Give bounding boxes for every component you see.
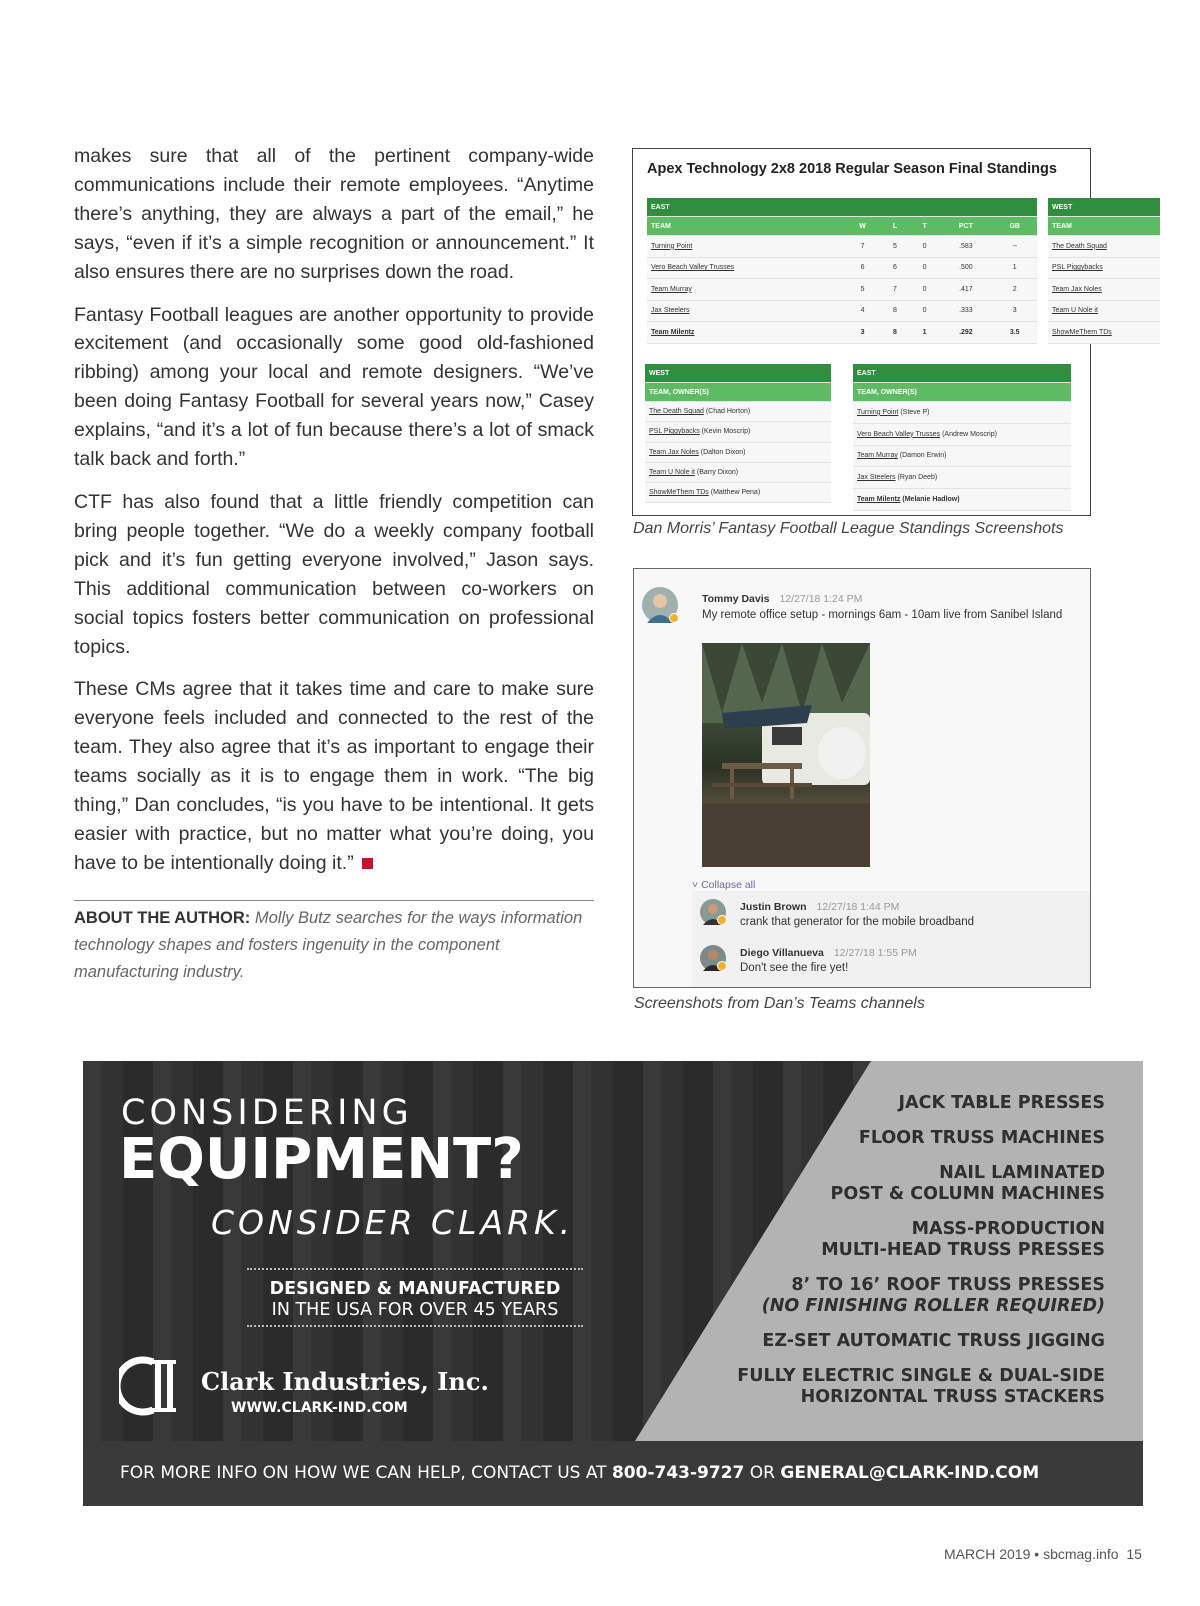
cell: .583 <box>939 236 992 258</box>
message-author <box>702 593 862 605</box>
author-name: Diego Villanueva <box>740 947 824 959</box>
teams-caption: Screenshots from Dan’s Teams channels <box>634 995 925 1012</box>
reply-thread <box>692 891 1091 988</box>
message-author <box>740 901 899 913</box>
cell: 2 <box>992 279 1037 301</box>
author-name: Justin Brown <box>740 901 807 913</box>
team-link[interactable]: The Death Squad <box>649 408 704 416</box>
product-line: (NO FINISHING ROLLER REQUIRED) <box>761 1296 1105 1316</box>
east-label: EAST <box>853 364 1071 383</box>
team-link[interactable]: Jax Steelers <box>857 474 896 482</box>
article-column <box>74 142 594 986</box>
standings-screenshot <box>632 148 1112 516</box>
company-url[interactable]: WWW.CLARK-IND.COM <box>231 1400 408 1416</box>
team-link[interactable]: Team Murray <box>647 279 845 301</box>
divider <box>247 1325 583 1327</box>
table-row <box>853 423 1071 445</box>
cell: 0 <box>910 279 940 301</box>
camper-photo[interactable] <box>702 643 870 867</box>
site-name: sbcmag.info <box>1043 1546 1119 1562</box>
status-dot <box>717 915 727 925</box>
product-item: JACK TABLE PRESSES <box>898 1093 1105 1113</box>
article-paragraph: makes sure that all of the pertinent company-wide communications include their remote employees. “Anytime there’s anything, they are always a part of the email,” he says, “even if it’s a simple recognition or announcement.” It also ensures there are no surprises down the road. <box>74 145 594 283</box>
table-row <box>645 483 831 503</box>
article-paragraph-final <box>74 675 594 877</box>
product-list <box>737 1093 1105 1422</box>
cell: .333 <box>939 300 992 322</box>
message-time: 12/27/18 1:55 PM <box>833 947 917 959</box>
message-time: 12/27/18 1:24 PM <box>779 593 863 605</box>
ad-headline: EQUIPMENT? <box>119 1127 524 1192</box>
article-paragraph: CTF has also found that a little friendly competition can bring people together. “We do a weekly company football pick and it’s fun getting everyone involved,” Jason says. This additional communication between co-workers on social topics fosters better communication on professional topics. <box>74 490 594 658</box>
table-row <box>645 462 831 482</box>
owner-name: (Damon Erwin) <box>899 452 947 460</box>
status-dot <box>717 961 727 971</box>
team-link[interactable]: Team U Nole it <box>1048 300 1160 322</box>
product-line: HORIZONTAL TRUSS STACKERS <box>800 1387 1105 1407</box>
team-link[interactable]: Team Milentz <box>857 496 901 504</box>
owners-header: TEAM, OWNER(S) <box>645 383 831 402</box>
cell: 7 <box>845 236 880 258</box>
table-row <box>647 322 1037 344</box>
team-link[interactable]: Vero Beach Valley Trusses <box>857 430 941 438</box>
end-of-article-mark <box>362 858 373 869</box>
company-name: Clark Industries, Inc. <box>201 1367 489 1396</box>
avatar <box>700 945 726 971</box>
separator: • <box>1034 1546 1040 1562</box>
west-standings-table <box>1048 198 1160 344</box>
table-row <box>853 467 1071 489</box>
cell: 0 <box>910 257 940 279</box>
product-item <box>737 1219 1105 1261</box>
team-link[interactable]: Jax Steelers <box>647 300 845 322</box>
cell: 5 <box>845 279 880 301</box>
col-w: W <box>845 217 880 236</box>
message-text: Don't see the fire yet! <box>740 962 849 974</box>
product-line: MASS-PRODUCTION <box>911 1219 1105 1239</box>
standings-title: Apex Technology 2x8 2018 Regular Season Final Standings <box>647 161 1057 177</box>
contact-email[interactable]: GENERAL@CLARK-IND.COM <box>780 1463 1040 1483</box>
east-label: EAST <box>647 198 1037 217</box>
avatar <box>642 587 678 623</box>
article-paragraph-text: These CMs agree that it takes time and care to make sure everyone feels included and connected to the rest of the team. They also agree that it’s as important to engage their teams socially as it is to engage them in work. “The big thing,” Dan concludes, “is you have to be intentional. It gets easier with practice, but no matter what you’re doing, you have to be intentionally doing it.” <box>74 678 594 874</box>
owner-name: (Steve P) <box>900 408 930 416</box>
message-text: My remote office setup - mornings 6am - 10am live from Sanibel Island <box>702 609 1063 621</box>
cell: 3.5 <box>992 322 1037 344</box>
cell: 4 <box>845 300 880 322</box>
cell: 0 <box>910 300 940 322</box>
table-row <box>645 422 831 442</box>
team-link[interactable]: Turning Point <box>647 236 845 258</box>
author-label: ABOUT THE AUTHOR: <box>74 908 251 927</box>
table-row <box>645 442 831 462</box>
owners-header: TEAM, OWNER(S) <box>853 383 1071 402</box>
teams-screenshot <box>633 568 1091 988</box>
ad-designed-line: DESIGNED & MANUFACTURED <box>269 1279 561 1299</box>
ad-usa-line: IN THE USA FOR OVER 45 YEARS <box>271 1300 559 1320</box>
product-line: POST & COLUMN MACHINES <box>830 1184 1105 1204</box>
author-name: Tommy Davis <box>702 593 770 605</box>
cell: 6 <box>880 257 910 279</box>
west-label: WEST <box>645 364 831 383</box>
standings-caption: Dan Morris’ Fantasy Football League Standings Screenshots <box>633 520 1064 537</box>
team-link[interactable]: Team U Nole it <box>649 469 695 477</box>
owner-name: (Melanie Hadlow) <box>902 496 960 504</box>
collapse-label: Collapse all <box>701 879 756 891</box>
col-t: T <box>910 217 940 236</box>
table-row <box>853 402 1071 424</box>
cell: 1 <box>992 257 1037 279</box>
avatar <box>700 899 726 925</box>
product-line: FULLY ELECTRIC SINGLE & DUAL-SIDE <box>737 1366 1105 1386</box>
article-paragraph: Fantasy Football leagues are another opportunity to provide excitement (and occasionally some good old-fashioned ribbing) among your local and remote designers. “We’ve been doing Fantasy Football for several years now,” Casey explains, “and it’s a lot of fun because there’s a lot of smack talk back and forth.” <box>74 303 594 471</box>
product-line: NAIL LAMINATED <box>939 1163 1105 1183</box>
team-link[interactable]: PSL Piggybacks <box>1048 257 1160 279</box>
team-link[interactable]: Team Milentz <box>647 322 845 344</box>
table-row <box>647 257 1037 279</box>
col-l: L <box>880 217 910 236</box>
clark-advertisement[interactable] <box>83 1061 1143 1506</box>
owner-name: (Barry Dixon) <box>696 469 739 477</box>
west-label: WEST <box>1048 198 1160 217</box>
col-pct: PCT <box>939 217 992 236</box>
cell: 6 <box>845 257 880 279</box>
contact-phone[interactable]: 800-743-9727 <box>611 1463 745 1483</box>
col-gb: GB <box>992 217 1037 236</box>
owner-name: (Dalton Dixon) <box>700 448 746 456</box>
owner-name: (Kevin Moscrip) <box>701 428 751 436</box>
owner-name: (Chad Horton) <box>705 408 751 416</box>
team-link[interactable]: The Death Squad <box>1048 236 1160 258</box>
ad-contact-bar <box>83 1441 1143 1506</box>
team-link[interactable]: Team Jax Noles <box>649 448 699 456</box>
status-dot <box>669 613 679 623</box>
table-row <box>645 402 831 422</box>
cell: .417 <box>939 279 992 301</box>
owner-name: (Ryan Deeb) <box>897 474 938 482</box>
team-link[interactable]: Team Jax Noles <box>1048 279 1160 301</box>
product-item: EZ-SET AUTOMATIC TRUSS JIGGING <box>762 1331 1105 1351</box>
team-link[interactable]: ShowMeThem TDs <box>1048 322 1160 344</box>
ad-tagline: CONSIDER CLARK. <box>211 1203 575 1242</box>
cell: 8 <box>880 300 910 322</box>
team-link[interactable]: Team Murray <box>857 452 898 460</box>
product-line: 8’ TO 16’ ROOF TRUSS PRESSES <box>791 1275 1105 1295</box>
east-owners-table <box>853 364 1071 511</box>
cell: 3 <box>845 322 880 344</box>
ad-headline-small: CONSIDERING <box>121 1093 413 1133</box>
table-row <box>647 236 1037 258</box>
page-folio <box>944 1546 1142 1562</box>
cell: 0 <box>910 236 940 258</box>
contact-text: FOR MORE INFO ON HOW WE CAN HELP, CONTACT US AT <box>120 1463 607 1483</box>
west-owners-table <box>645 364 831 503</box>
cell: .292 <box>939 322 992 344</box>
table-row <box>647 279 1037 301</box>
photo-image <box>702 643 870 867</box>
page-number: 15 <box>1126 1546 1142 1562</box>
divider <box>247 1268 583 1270</box>
cell: 7 <box>880 279 910 301</box>
product-item <box>737 1366 1105 1408</box>
team-link[interactable]: Turning Point <box>857 408 899 416</box>
cell: -- <box>992 236 1037 258</box>
cell: 3 <box>992 300 1037 322</box>
author-text: Molly Butz searches for the ways information technology shapes and fosters ingenuity in the component manufacturing industry. <box>74 908 583 981</box>
message-time: 12/27/18 1:44 PM <box>816 901 900 913</box>
product-item <box>737 1275 1105 1317</box>
author-bio <box>74 900 594 986</box>
cell: 5 <box>880 236 910 258</box>
issue-date: MARCH 2019 <box>944 1546 1031 1562</box>
table-row <box>647 300 1037 322</box>
team-link[interactable]: PSL Piggybacks <box>649 428 700 436</box>
cell: .500 <box>939 257 992 279</box>
collapse-all-button[interactable] <box>692 879 755 891</box>
product-line: MULTI-HEAD TRUSS PRESSES <box>821 1240 1105 1260</box>
message-author <box>740 947 917 959</box>
cell: 8 <box>880 322 910 344</box>
owner-name: (Andrew Moscrip) <box>942 430 997 438</box>
cell: 1 <box>910 322 940 344</box>
team-link[interactable]: Vero Beach Valley Trusses <box>647 257 845 279</box>
col-team: TEAM <box>1048 217 1160 236</box>
chevron-down-icon: ˅ <box>692 879 702 891</box>
product-item: FLOOR TRUSS MACHINES <box>858 1128 1105 1148</box>
col-team: TEAM <box>647 217 845 236</box>
ad-made-in-usa <box>247 1279 583 1321</box>
east-standings-table <box>647 198 1037 344</box>
owner-name: (Matthew Pena) <box>710 489 761 497</box>
contact-or: OR <box>749 1463 775 1483</box>
table-row <box>853 489 1071 511</box>
team-link[interactable]: ShowMeThem TDs <box>649 489 709 497</box>
message-text: crank that generator for the mobile broadband <box>740 916 974 928</box>
product-item <box>737 1163 1105 1205</box>
clark-logo-icon <box>119 1356 191 1416</box>
table-row <box>853 445 1071 467</box>
